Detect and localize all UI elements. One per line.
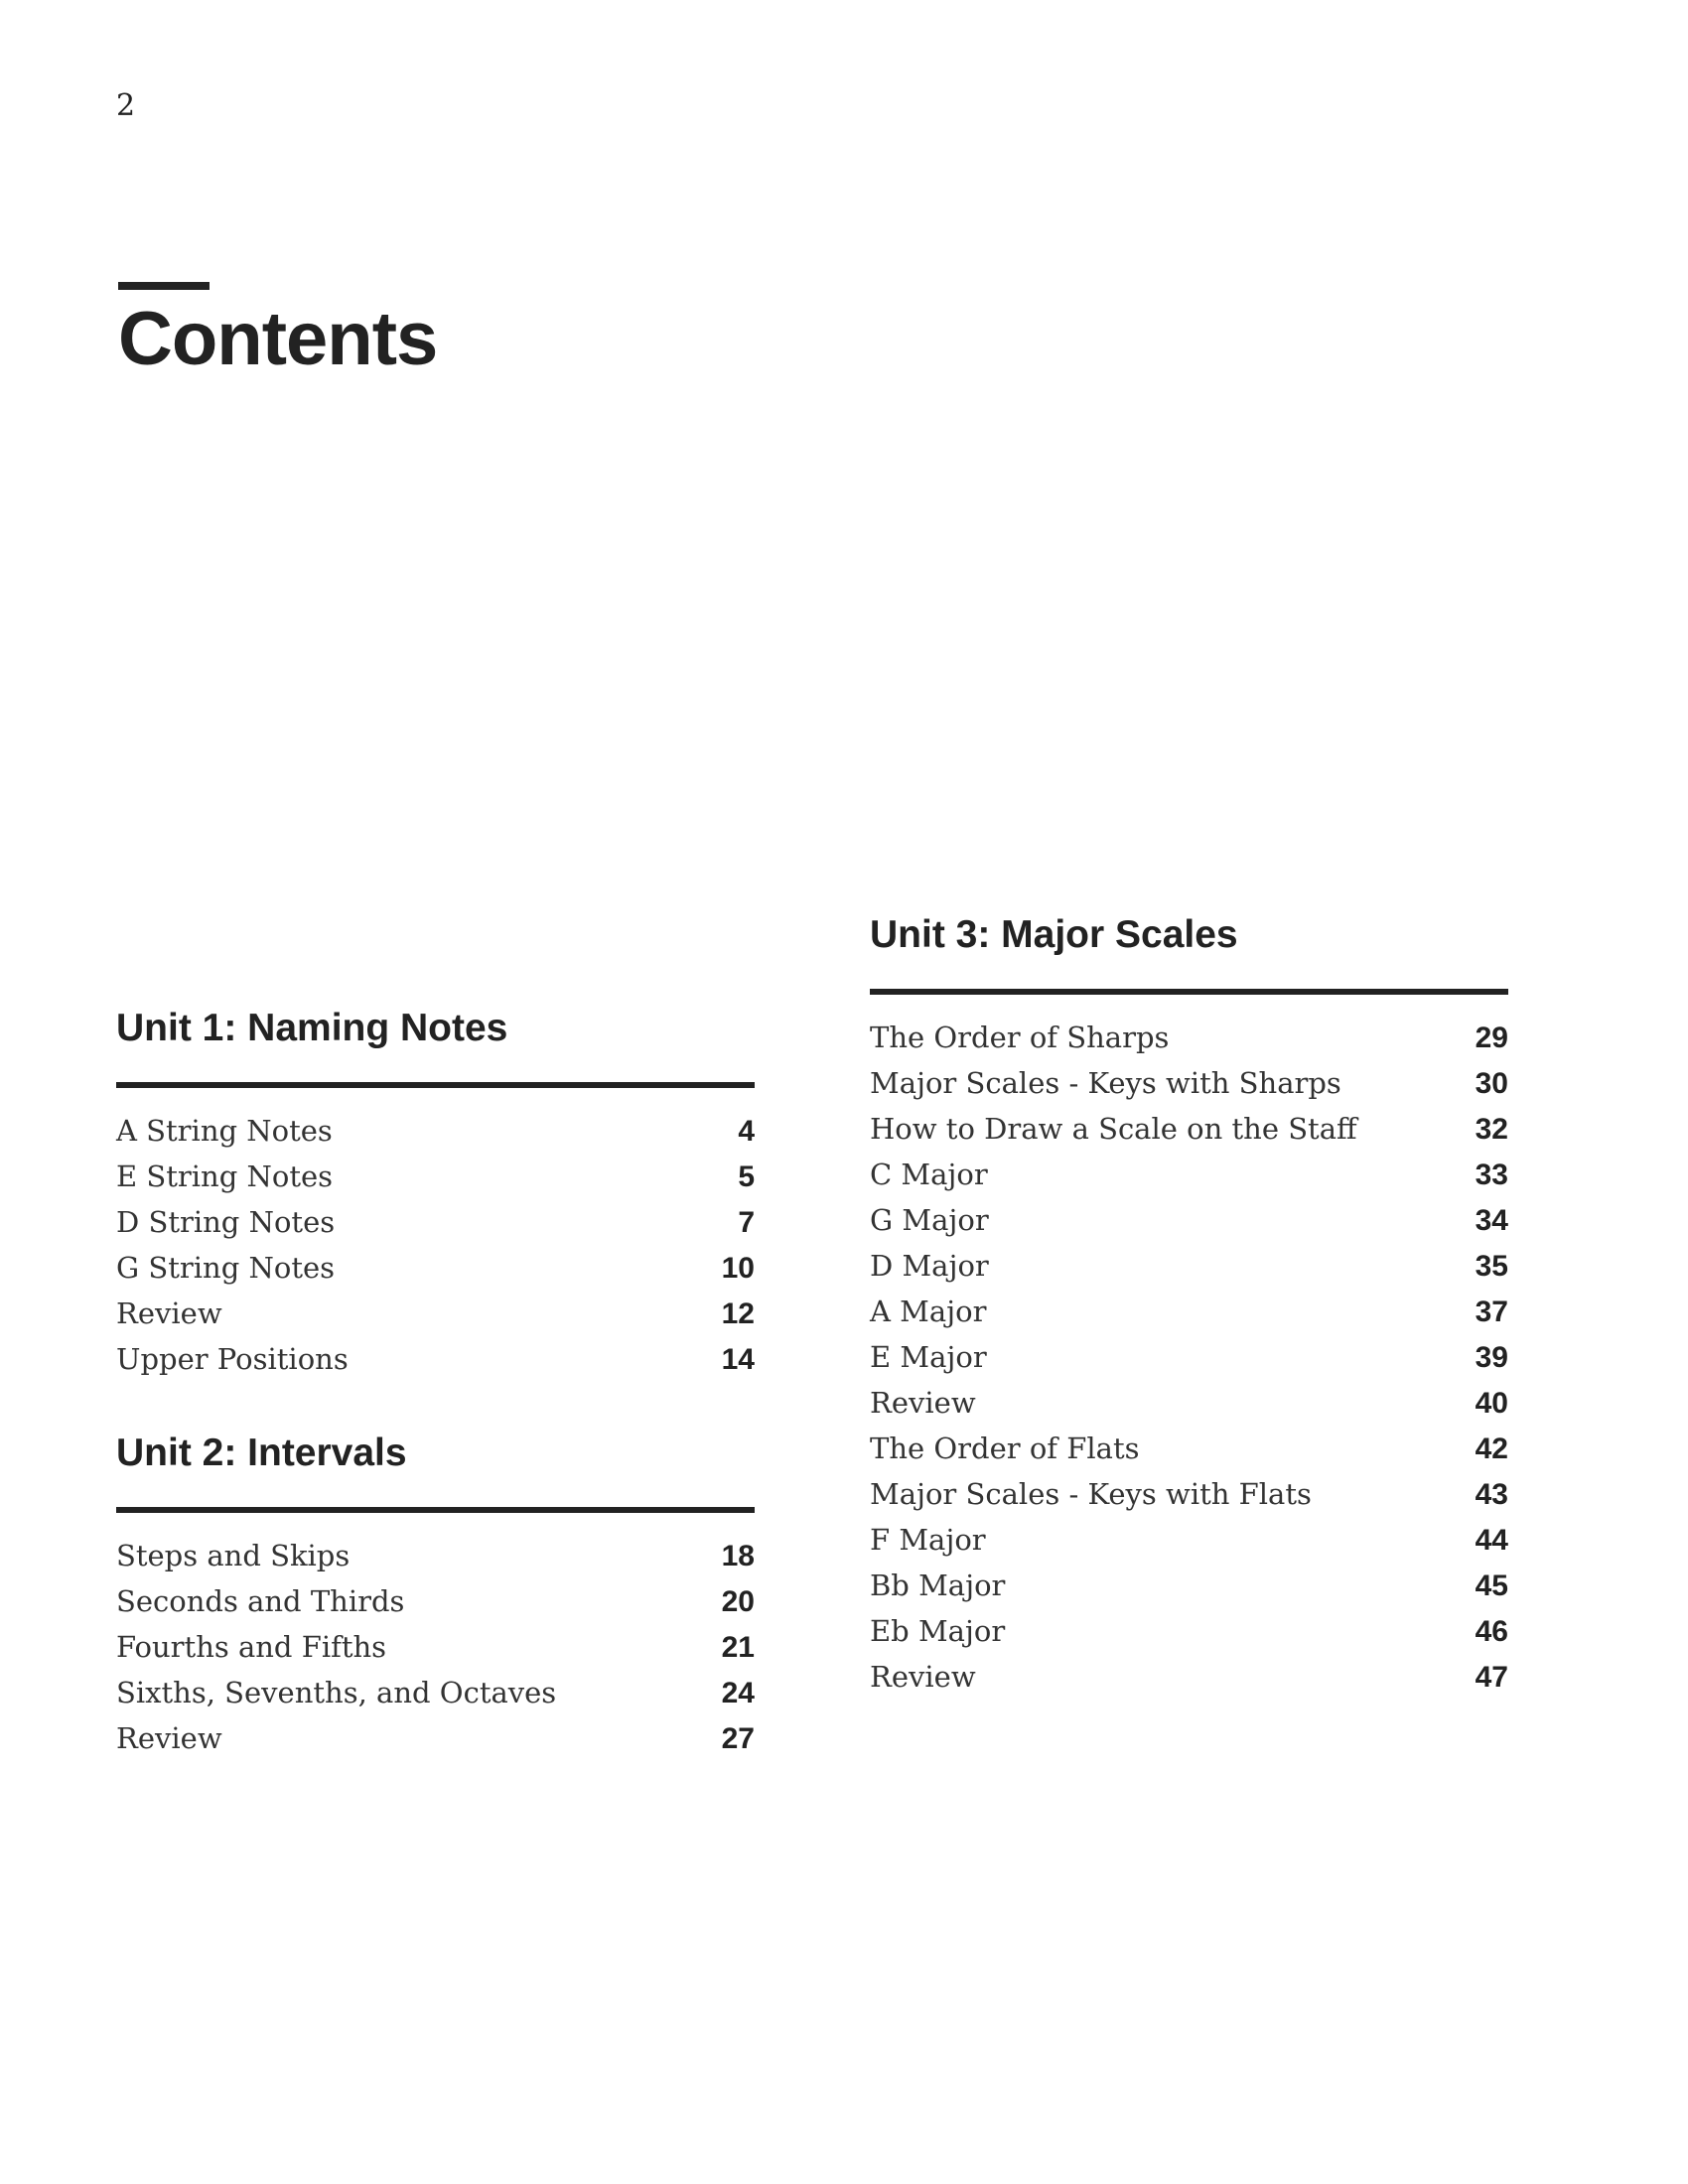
toc-entry-page-number: 29 (1475, 1022, 1508, 1054)
toc-entry-list (870, 1015, 1508, 1700)
toc-entry-title: Seconds and Thirds (116, 1584, 405, 1618)
toc-entry-page-number: 30 (1475, 1067, 1508, 1100)
toc-entry (870, 1015, 1508, 1060)
toc-entry (870, 1243, 1508, 1289)
toc-entry-title: E Major (870, 1340, 987, 1374)
toc-entry-title: Fourths and Fifths (116, 1630, 387, 1664)
toc-entry-page-number: 45 (1475, 1570, 1508, 1602)
toc-entry-page-number: 32 (1475, 1113, 1508, 1146)
toc-entry-page-number: 35 (1475, 1250, 1508, 1283)
toc-entry (870, 1106, 1508, 1152)
toc-entry-page-number: 20 (721, 1585, 755, 1618)
title-rule (118, 282, 210, 290)
toc-entry-title: A Major (870, 1295, 987, 1328)
toc-entry-page-number: 21 (721, 1631, 755, 1664)
toc-entry (116, 1291, 755, 1336)
toc-entry-page-number: 24 (721, 1677, 755, 1709)
unit-heading: Unit 3: Major Scales (870, 913, 1238, 956)
toc-entry (116, 1245, 755, 1291)
toc-entry-title: Review (870, 1386, 976, 1420)
toc-entry (116, 1670, 755, 1715)
toc-entry (870, 1289, 1508, 1334)
toc-entry (870, 1426, 1508, 1471)
toc-entry-title: Major Scales - Keys with Sharps (870, 1066, 1341, 1100)
toc-entry-title: How to Draw a Scale on the Staff (870, 1112, 1357, 1146)
toc-entry-list (116, 1108, 755, 1382)
unit-rule (870, 989, 1508, 995)
toc-entry-page-number: 40 (1475, 1387, 1508, 1420)
toc-entry (116, 1578, 755, 1624)
toc-entry-page-number: 5 (738, 1160, 755, 1193)
unit-heading: Unit 1: Naming Notes (116, 1007, 508, 1049)
toc-entry-title: C Major (870, 1158, 988, 1191)
toc-entry-title: D String Notes (116, 1205, 336, 1239)
toc-entry-title: The Order of Sharps (870, 1021, 1170, 1054)
toc-entry-title: Review (116, 1297, 222, 1330)
toc-entry-page-number: 39 (1475, 1341, 1508, 1374)
toc-entry-page-number: 34 (1475, 1204, 1508, 1237)
toc-entry-page-number: 47 (1475, 1661, 1508, 1694)
toc-entry (870, 1654, 1508, 1700)
toc-entry-title: Sixths, Sevenths, and Octaves (116, 1676, 557, 1709)
toc-entry (116, 1154, 755, 1199)
page-title: Contents (118, 297, 438, 381)
toc-entry-page-number: 18 (721, 1540, 755, 1572)
toc-entry (870, 1471, 1508, 1517)
toc-entry-page-number: 14 (721, 1343, 755, 1376)
toc-entry-page-number: 12 (721, 1297, 755, 1330)
unit-rule (116, 1082, 755, 1088)
toc-entry (870, 1060, 1508, 1106)
toc-entry (116, 1108, 755, 1154)
toc-entry-page-number: 37 (1475, 1296, 1508, 1328)
toc-entry (116, 1715, 755, 1761)
toc-entry-page-number: 42 (1475, 1433, 1508, 1465)
toc-entry (870, 1563, 1508, 1608)
toc-entry-list (116, 1533, 755, 1761)
toc-entry-title: D Major (870, 1249, 989, 1283)
toc-entry (116, 1533, 755, 1578)
toc-entry-title: Major Scales - Keys with Flats (870, 1477, 1312, 1511)
unit-2-section (116, 1430, 755, 1761)
toc-entry-page-number: 7 (738, 1206, 755, 1239)
unit-1-section (116, 1005, 755, 1382)
toc-entry-title: Review (870, 1660, 976, 1694)
toc-entry-title: Upper Positions (116, 1342, 349, 1376)
toc-entry (870, 1152, 1508, 1197)
toc-entry-page-number: 27 (721, 1722, 755, 1755)
toc-entry (870, 1380, 1508, 1426)
toc-entry-page-number: 43 (1475, 1478, 1508, 1511)
toc-entry-title: The Order of Flats (870, 1432, 1140, 1465)
toc-entry-page-number: 44 (1475, 1524, 1508, 1557)
toc-entry (870, 1334, 1508, 1380)
unit-heading: Unit 2: Intervals (116, 1432, 407, 1474)
toc-entry-title: G Major (870, 1203, 989, 1237)
toc-entry (116, 1624, 755, 1670)
toc-entry (870, 1197, 1508, 1243)
toc-entry-title: E String Notes (116, 1160, 334, 1193)
toc-entry-title: Steps and Skips (116, 1539, 351, 1572)
toc-entry-page-number: 46 (1475, 1615, 1508, 1648)
toc-entry-title: G String Notes (116, 1251, 336, 1285)
toc-entry-title: F Major (870, 1523, 986, 1557)
toc-entry-page-number: 4 (738, 1115, 755, 1148)
toc-entry-title: Eb Major (870, 1614, 1006, 1648)
unit-3-section (870, 911, 1508, 1700)
toc-entry (870, 1517, 1508, 1563)
toc-entry-page-number: 10 (721, 1252, 755, 1285)
toc-entry (870, 1608, 1508, 1654)
toc-entry-title: Bb Major (870, 1569, 1006, 1602)
toc-entry (116, 1199, 755, 1245)
page-number: 2 (116, 88, 136, 123)
toc-entry-page-number: 33 (1475, 1159, 1508, 1191)
toc-entry-title: Review (116, 1721, 222, 1755)
toc-entry (116, 1336, 755, 1382)
unit-rule (116, 1507, 755, 1513)
toc-entry-title: A String Notes (116, 1114, 333, 1148)
